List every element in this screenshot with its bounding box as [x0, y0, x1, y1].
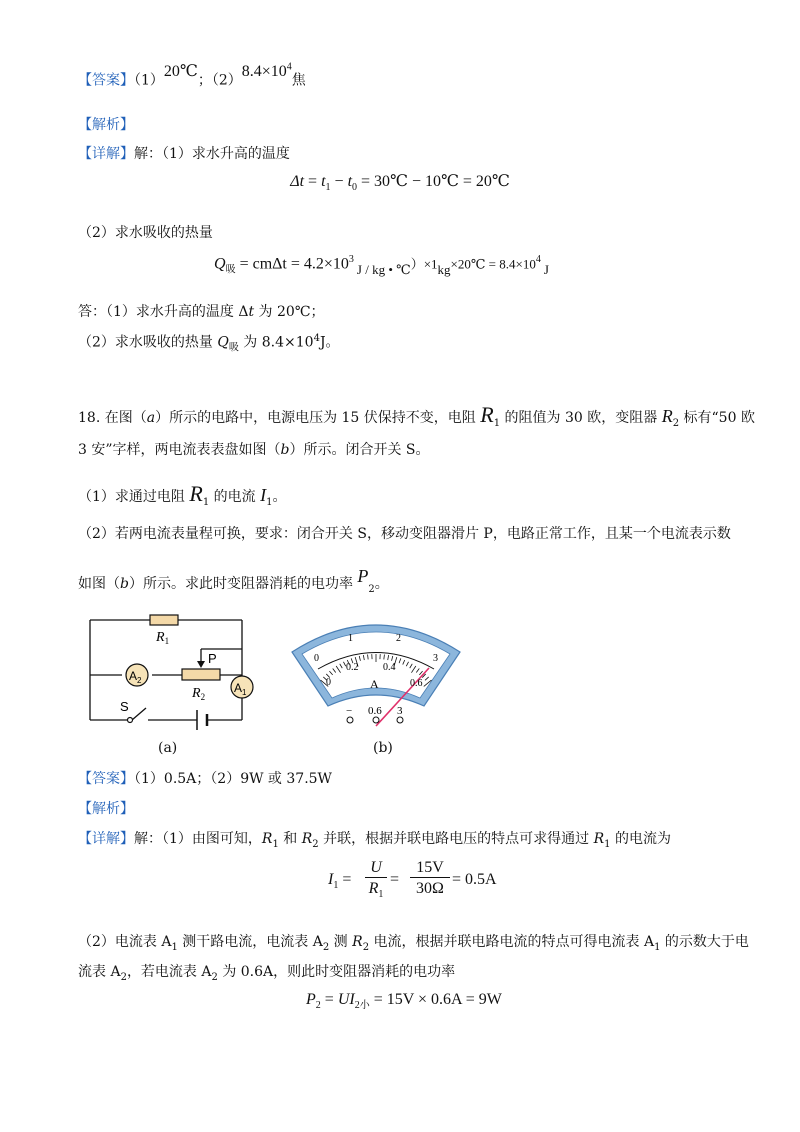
dial-tick-lower-3: 0.6	[410, 678, 423, 689]
resistor-r1	[150, 615, 178, 625]
label-a1: $A_1$	[234, 681, 247, 697]
q18-l2-b: ）所示。闭合开关 S。	[289, 442, 430, 458]
summary2-Q: Q	[217, 334, 229, 351]
answer-part1-prefix: （1）	[134, 72, 164, 89]
eq1-t0-sub: 0	[352, 182, 358, 194]
answer18-tag: 【答案】	[78, 771, 134, 787]
p2-l2-a: 流表 A	[78, 964, 121, 980]
answer-part1-value: 20℃	[163, 63, 198, 81]
question-18-sub1	[78, 481, 286, 509]
answer-part2-exponent: 4	[286, 62, 292, 73]
p2-a-sub: 1	[171, 941, 178, 953]
dial-tick-upper-0: 0	[314, 653, 319, 664]
eq3-denominator-30ohm: 30Ω	[416, 880, 444, 897]
answer18-text: （1）0.5A；（2）9W 或 37.5W	[134, 771, 332, 787]
q18-sub1-b: 的电流	[209, 489, 261, 505]
eq2-Q: Q	[214, 255, 226, 273]
eq3-eq2: =	[390, 871, 400, 888]
eq1-t1: t	[321, 173, 326, 190]
eq1-equals: =	[304, 173, 322, 190]
terminal-06	[373, 717, 379, 723]
question-18-line1	[78, 402, 755, 430]
detail18-c: 并联，根据并联电路电压的特点可求得通过	[318, 831, 594, 847]
eq2-mid2: ）×1	[410, 256, 438, 272]
p2-R-sub: 2	[362, 941, 370, 953]
eq4-U: U	[337, 991, 350, 1008]
q18-l2-a: 3 安”字样，两电流表表盘如图（	[78, 442, 281, 458]
answer-18-line	[78, 771, 332, 788]
eq4-eq: =	[320, 991, 338, 1008]
dial-tick-lower-1: 0.2	[346, 662, 359, 673]
detail-tag: 【详解】	[78, 146, 134, 162]
summary1-t: t	[248, 304, 255, 320]
q18-sub2-P: P	[357, 566, 369, 586]
equation-power-p2	[306, 990, 502, 1012]
answer-17-line	[78, 62, 306, 90]
p2-l2-sub2: 2	[211, 971, 218, 983]
question-18-line2	[78, 442, 430, 459]
q18-sub1-R-sub: 1	[202, 496, 210, 508]
terminal-label-3: 3	[397, 705, 403, 717]
p2-c: 测	[329, 934, 353, 950]
summary2-c: J。	[319, 334, 340, 351]
circuit-diagram	[80, 605, 265, 755]
p2-l2-sub1: 2	[120, 971, 127, 983]
p2-d: 电流，根据并联电路电流的特点可得电流表 A	[369, 934, 655, 950]
q18-sub2-it: b	[120, 576, 129, 592]
q18-sub1-I-sub: 1	[266, 496, 273, 508]
analysis-tag-18: 【解析】	[78, 801, 134, 817]
detail-18-line1	[78, 831, 671, 851]
summary2-exp: 4	[313, 333, 320, 344]
eq4-P: P	[306, 991, 316, 1008]
q18-sub2-P-sub: 2	[368, 583, 375, 595]
dial-tick-upper-3: 3	[433, 653, 438, 664]
p2-l2-c: 为 0.6A，则此时变阻器消耗的电功率	[217, 964, 456, 980]
label-a2: $A_2$	[129, 669, 142, 685]
summary2-a: （2）求水吸收的热量	[78, 334, 218, 351]
p2-l2-b: ，若电流表 A	[126, 964, 212, 980]
eq3-I: I	[328, 871, 334, 888]
terminal-3	[397, 717, 403, 723]
label-r2: $R_2$	[192, 686, 206, 702]
eq3-result: = 0.5A	[452, 871, 497, 888]
question-18-sub2-line2	[78, 566, 389, 596]
answer-part2-prefix: （2）	[211, 72, 242, 89]
q18-R2: R	[661, 406, 673, 426]
eq4-I-sub: 2小	[354, 1000, 370, 1012]
summary1-b: 为 20℃；	[254, 304, 325, 320]
eq3-R: R	[368, 880, 379, 897]
battery	[197, 710, 207, 730]
dial-tick-lower-2: 0.4	[383, 662, 396, 673]
p2-R: R	[352, 934, 363, 950]
detail18-R1: R	[261, 831, 273, 847]
analysis-tag-17: 【解析】	[78, 117, 134, 133]
q18-sub2-a: 如图（	[78, 576, 120, 592]
terminal-neg	[347, 717, 353, 723]
q18-sub2-c: 。	[374, 576, 389, 592]
answer-17-summary-2	[78, 333, 340, 354]
eq2-rest: ×20℃ = 8.4×10	[450, 256, 536, 272]
eq2-unit1: J / kg • ℃	[356, 262, 411, 278]
eq3-eq1: =	[338, 871, 352, 888]
label-p: P	[208, 651, 217, 666]
detail-17-part2: （2）求水吸收的热量	[78, 225, 213, 241]
detail18-R2-sub: 2	[312, 838, 319, 850]
label-r1: $R_1$	[156, 630, 170, 646]
p2-b-sub: 2	[322, 941, 330, 953]
detail-17-lead	[78, 146, 290, 163]
q18-R1-sub: 1	[493, 417, 501, 429]
eq3-denominator-R	[362, 879, 390, 901]
detail18-R1b-sub: 1	[604, 838, 611, 850]
p2-a: （2）电流表 A	[78, 934, 172, 950]
eq2-exp2: 4	[535, 254, 541, 265]
answer-tag: 【答案】	[78, 72, 134, 89]
eq2-mid: = cmΔt = 4.2×10	[235, 255, 349, 273]
dial-tick-lower-0: 0	[326, 677, 331, 688]
eq3-numerator-15v: 15V	[410, 858, 450, 878]
question-18-sub2-line1: （2）若两电流表量程可换，要求：闭合开关 S，移动变阻器滑片 P，电路正常工作，且某一个电流表示数	[78, 526, 731, 542]
detail18-a: 解：（1）由图可知，	[134, 831, 262, 847]
answer-part2-unit: 焦	[291, 72, 306, 89]
detail18-tag: 【详解】	[78, 831, 134, 847]
detail18-R1b: R	[593, 831, 605, 847]
rheostat-r2	[182, 669, 220, 680]
eq1-lhs: Δt	[290, 173, 305, 190]
eq3-R-sub: 1	[378, 889, 384, 901]
ammeter-dial	[286, 608, 466, 730]
detail-18-part2-line2	[78, 964, 455, 984]
equation-delta-t	[0, 172, 800, 194]
q18-R2-sub: 2	[672, 417, 680, 429]
caption-b: (b)	[373, 740, 393, 756]
dial-unit: A	[370, 677, 379, 691]
answer-separator: ；	[197, 72, 212, 89]
equation-heat	[214, 254, 549, 277]
eq1-t1-sub: 1	[325, 182, 331, 194]
q18-l2-it: b	[280, 442, 290, 458]
eq4-P-sub: 2	[315, 1000, 321, 1012]
terminal-label-06: 0.6	[368, 705, 382, 717]
q18-sub1-c: 。	[272, 489, 287, 505]
label-s: S	[120, 699, 129, 714]
detail-lead-text: 解：（1）求水升高的温度	[134, 146, 290, 162]
eq4-I: I	[349, 991, 355, 1008]
eq4-rest: = 15V × 0.6A = 9W	[369, 991, 502, 1008]
eq2-kg: kg	[437, 262, 451, 278]
switch-terminal	[128, 718, 133, 723]
q18-l1-b: ）所示的电路中，电源电压为 15 伏保持不变，电阻	[155, 410, 481, 426]
detail18-d: 的电流为	[610, 831, 671, 847]
q18-l1-c: 的阻值为 30 欧，变阻器	[500, 410, 662, 426]
q18-sub1-I: I	[260, 485, 267, 505]
detail18-R1-sub: 1	[272, 838, 279, 850]
summary1-a: 答：（1）求水升高的温度 Δ	[78, 304, 249, 320]
q18-sub1-R: R	[189, 481, 203, 506]
eq3-numerator-U: U	[365, 858, 387, 878]
summary2-sub: 吸	[228, 342, 239, 354]
q18-l1-a: 18. 在图（	[78, 410, 147, 426]
p2-d-sub: 1	[654, 941, 661, 953]
eq1-minus: −	[330, 173, 348, 190]
terminal-label-neg: −	[346, 705, 353, 717]
answer-part2-value	[242, 63, 292, 80]
answer-17-summary-1	[78, 304, 325, 321]
p2-b: 测干路电流，电流表 A	[177, 934, 323, 950]
summary2-b: 为 8.4×10	[238, 334, 314, 351]
eq1-rhs: = 30℃ − 10℃ = 20℃	[357, 173, 510, 190]
eq3-I-sub: 1	[333, 880, 339, 892]
p2-e: 的示数大于电	[660, 934, 749, 950]
dial-tick-upper-1: 1	[348, 633, 353, 644]
eq2-Q-sub: 吸	[225, 264, 236, 276]
dial-tick-upper-2: 2	[396, 633, 401, 644]
detail18-R2: R	[301, 831, 313, 847]
eq1-t0: t	[347, 173, 353, 190]
q18-sub1-a: （1）求通过电阻	[78, 489, 190, 505]
answer-part2-base: 8.4×10	[241, 63, 287, 81]
detail-18-part2-line1	[78, 934, 749, 954]
eq2-exp1: 3	[348, 254, 354, 265]
caption-a: (a)	[158, 740, 178, 756]
q18-l1-a-it: a	[146, 410, 156, 426]
q18-R1: R	[480, 402, 494, 427]
q18-l1-d: 标有“50 欧	[679, 410, 755, 426]
detail18-b: 和	[278, 831, 302, 847]
eq2-unit2: J	[543, 262, 549, 278]
q18-sub2-b: ）所示。求此时变阻器消耗的电功率	[128, 576, 358, 592]
